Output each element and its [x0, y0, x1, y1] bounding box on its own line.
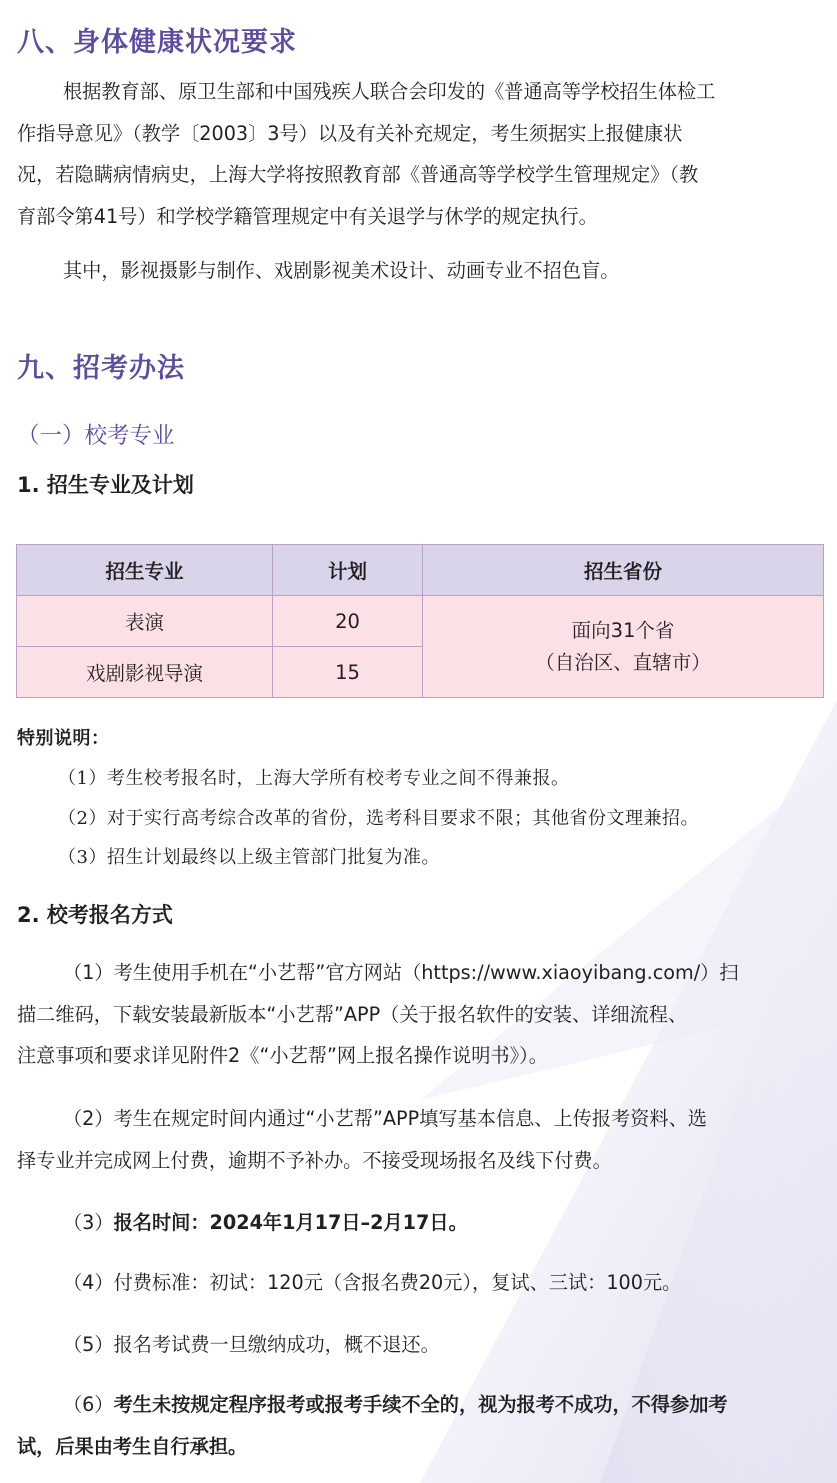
province-cell: [423, 596, 824, 698]
paragraph-line: [17, 1384, 827, 1426]
paragraph-line: 根据教育部、原卫生部和中国残疾人联合会印发的《普通高等学校招生体检工: [63, 80, 716, 103]
plan-cell: 20: [273, 596, 423, 647]
item-2-title: 2. 校考报名方式: [17, 903, 173, 927]
column-header-plan: 计划: [273, 545, 423, 596]
paragraph-line: 况，若隐瞒病情病史，上海大学将按照教育部《普通高等学校学生管理规定》（教: [17, 163, 699, 186]
section-9-title: 九、招考办法: [17, 353, 185, 384]
paragraph-line: （1）考生使用手机在“小艺帮”官方网站（https://www.xiaoyibang.com/）扫: [63, 961, 739, 984]
registration-step-2: [17, 1098, 827, 1181]
paragraph-line: 择专业并完成网上付费，逾期不予补办。不接受现场报名及线下付费。: [17, 1148, 612, 1172]
paragraph-line: 作指导意见》（教学〔2003〕3号）以及有关补充规定，考生须据实上报健康状: [17, 121, 683, 145]
color-blind-note: 其中，影视摄影与制作、戏剧影视美术设计、动画专业不招色盲。: [63, 259, 620, 282]
subsection-school-exam-title: （一）校考专业: [17, 423, 175, 449]
column-header-major: 招生专业: [17, 545, 273, 596]
special-note-item: （1）考生校考报名时，上海大学所有校考专业之间不得兼报。: [58, 768, 570, 789]
major-cell: 表演: [17, 596, 273, 647]
registration-step-1: [17, 952, 827, 1077]
table-row: [17, 596, 824, 647]
step-number: （6）: [63, 1393, 114, 1416]
major-cell: 戏剧影视导演: [17, 647, 273, 698]
registration-step-4: （4）付费标准：初试：120元（含报名费20元），复试、三试：100元。: [63, 1271, 682, 1294]
plan-cell: 15: [273, 647, 423, 698]
step-6-text: 考生未按规定程序报考或报考手续不全的，视为报考不成功，不得参加考: [113, 1393, 728, 1416]
registration-step-5: （5）报名考试费一旦缴纳成功，概不退还。: [63, 1333, 440, 1356]
registration-step-6: [17, 1384, 827, 1467]
paragraph-line: 描二维码，下载安装最新版本“小艺帮”APP（关于报名软件的安装、详细流程、: [17, 1002, 688, 1026]
paragraph-line: （2）考生在规定时间内通过“小艺帮”APP填写基本信息、上传报考资料、选: [63, 1107, 707, 1130]
province-line: 面向31个省: [571, 618, 675, 642]
province-line: （自治区、直辖市）: [535, 650, 711, 674]
registration-time: 报名时间：2024年1月17日–2月17日。: [113, 1211, 468, 1234]
step-number: （3）: [63, 1211, 114, 1234]
item-1-title: 1. 招生专业及计划: [17, 473, 194, 497]
section-8-title: 八、身体健康状况要求: [17, 27, 297, 58]
paragraph-line: 试，后果由考生自行承担。: [17, 1434, 248, 1458]
paragraph-line: 育部令第41号）和学校学籍管理规定中有关退学与休学的规定执行。: [17, 204, 598, 228]
table-header-row: [17, 545, 824, 596]
column-header-province: 招生省份: [423, 545, 824, 596]
special-note-item: （2）对于实行高考综合改革的省份，选考科目要求不限；其他省份文理兼招。: [58, 808, 699, 829]
health-requirement-paragraph: [17, 71, 827, 237]
special-note-title: 特别说明：: [17, 728, 110, 749]
special-note-item: （3）招生计划最终以上级主管部门批复为准。: [58, 847, 440, 868]
enrollment-plan-table: [16, 544, 824, 698]
paragraph-line: 注意事项和要求详见附件2《“小艺帮”网上报名操作说明书》）。: [17, 1044, 548, 1067]
registration-step-3: [63, 1208, 468, 1235]
